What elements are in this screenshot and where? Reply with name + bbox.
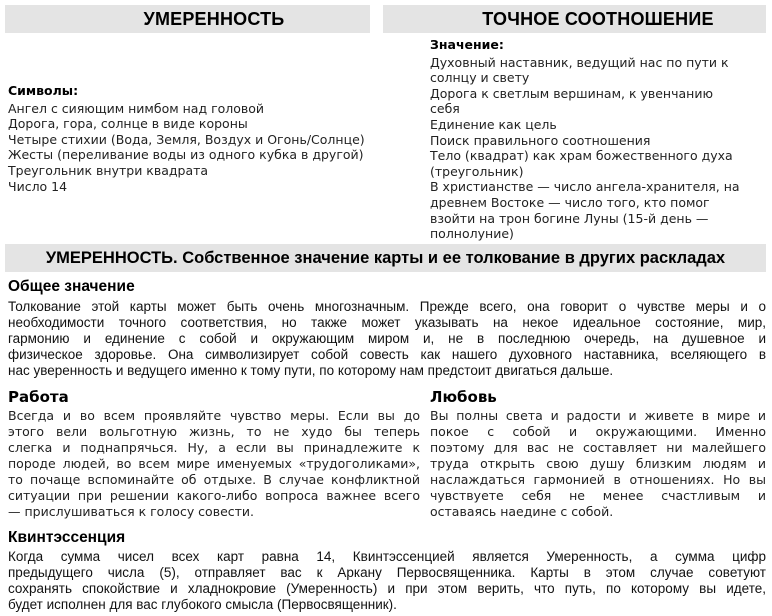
- symbols-list: Ангел с сияющим нимбом над головой Дорога, гора, солнце в виде короны Четыре стихии (Вода, Земля, Воздух и Огонь/Солнце) Жесты (переливание воды из одного кубка в другой) Треугольник внутри квадрата Число 14: [8, 100, 365, 194]
- general-meaning-heading: Общее значение: [8, 278, 135, 295]
- quintessence-text: Когда сумма чисел всех карт равна 14, Квинтэссенцией является Умеренность, а сумма цифр предыдущего числа (5), отправляет вас к Аркану Первосвященника. Карты в этом случае советуют сохранять спокойствие и хладнокровие (Умеренность) и при этом верить, что путь, по которому вы идете, будет исполнен для вас глубокого смысла (Первосвященник).: [8, 549, 766, 612]
- section-banner-title: УМЕРЕННОСТЬ. Собственное значение карты и ее толкование в других раскладах: [45, 248, 726, 267]
- love-text: Вы полны света и радости и живете в мире и покое с собой и окружающими. Именно поэтому для вас не составляет ни малейшего труда открыть свою душу близким людям и наслаждаться гармонией в отношениях. Но вы чувствуете себя не менее счастливым и оставаясь наедине с собой.: [430, 408, 766, 519]
- card-title: УМЕРЕННОСТЬ: [143, 8, 285, 29]
- symbols-column: [8, 83, 422, 194]
- general-meaning-text: Толкование этой карты может быть очень многозначным. Прежде всего, она говорит о чувстве меры и о необходимости точного соответствия, но также может указывать на некое идеальное состояние, мир, гармонию и единение с собой и окружающим миром и, не в последнюю очередь, на душевное и физическое здоровье. Она символизирует собой совесть как нашего духовного наставника, вселяющего в нас уверенность и ведущего именно к тому пути, по которому нам предстоит двигаться дальше.: [8, 299, 766, 378]
- exact-ratio-title: ТОЧНОЕ СООТНОШЕНИЕ: [482, 8, 714, 29]
- section-banner-bar: [5, 244, 766, 272]
- meaning-heading: Значение:: [430, 37, 504, 52]
- meaning-column: [430, 37, 767, 242]
- symbols-heading: Символы:: [8, 83, 79, 98]
- love-heading: Любовь: [430, 388, 497, 406]
- meaning-list: Духовный наставник, ведущий нас по пути к солнцу и свету Дорога к светлым вершинам, к увенчанию себя Единение как цель Поиск правильного соотношения Тело (квадрат) как храм божественного духа (треугольник) В христианстве — число ангела-хранителя, на древнем Востоке — число того, кто помог взойти на трон богине Луны (15-й день — полнолуние): [430, 54, 740, 242]
- quintessence-heading: Квинтэссенция: [8, 529, 126, 546]
- work-text: Всегда и во всем проявляйте чувство меры. Если вы до этого вели вольготную жизнь, то не худо бы теперь слегка и поднапрячься. Ну, а если вы принадлежите к породе людей, во всем мире именуемых «трудоголиками», то почаще вспоминайте об отдыхе. В случае конфликтной ситуации при решении какого-либо вопроса важнее всего — прислушиваться к голосу совести.: [8, 408, 420, 519]
- work-heading: Работа: [8, 388, 69, 406]
